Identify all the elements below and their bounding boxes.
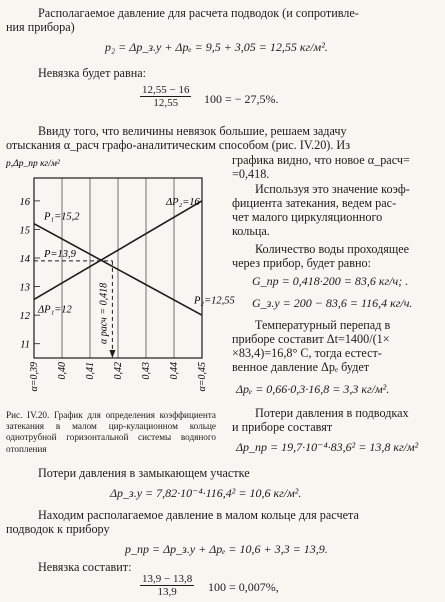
y-tick-label-1: 12 [19, 311, 30, 323]
find-line-1: Находим располагаемое давление в малом кольце для расчета [38, 508, 359, 522]
y-tick-label-5: 16 [19, 196, 30, 208]
equation-dp-zu: Δp_з.у = 7,82·10⁻⁴·116,4² = 10,6 кг/м². [110, 486, 302, 500]
right-line-1: графика видно, что новое α_расч= [232, 153, 410, 167]
right-line-11: Температурный перепад в [255, 318, 391, 332]
y-tick-label-3: 14 [19, 254, 30, 265]
equation-dpe: Δpₑ = 0,66·0,3·16,8 = 3,3 кг/м². [236, 382, 390, 396]
equation-g-pr: G_пр = 0,418·200 = 83,6 кг/ч; . [252, 274, 409, 288]
nevyazka2-label: Невязка составит: [38, 560, 132, 574]
y-tick-label-0: 11 [20, 339, 30, 351]
right-line-6: кольца. [232, 224, 270, 238]
right-line-8: через прибор, будет равно: [232, 256, 371, 270]
equation-dp-pr: Δp_пр = 19,7·10⁻⁴·83,6² = 13,8 кг/м² [236, 440, 419, 454]
intro-line-1: Располагаемое давление для расчета подводок (и сопротивле- [38, 6, 359, 20]
chart-label-3: ΔP₂=16 [166, 196, 200, 208]
x-tick-label-2: 0,41 [85, 362, 96, 380]
equation-g-zu: G_з.у = 200 − 83,6 = 116,4 кг/ч. [252, 296, 413, 310]
fraction-1-numerator: 12,55 − 16 [142, 84, 190, 96]
right-line-4: фициента затекания, ведем рас- [232, 196, 397, 210]
x-tick-label-0: α=0,39 [29, 362, 40, 392]
right-line-16: Потери давления в подводках [255, 406, 409, 420]
x-tick-label-6: α=0,45 [197, 362, 208, 392]
fraction-2-numerator: 13,9 − 13,8 [142, 573, 193, 585]
equation-p-pr: p_пр = Δp_з.у + Δpₑ = 10,6 + 3,3 = 13,9. [125, 542, 328, 556]
y-tick-label-2: 13 [19, 282, 30, 294]
right-line-2: =0,418. [232, 167, 270, 181]
chart-label-2: ΔP₁=12 [38, 304, 72, 316]
x-tick-label-1: 0,40 [57, 362, 68, 380]
fraction-1 [140, 84, 191, 109]
right-line-14: венное давление Δpₑ будет [232, 360, 370, 374]
right-line-12: приборе составит Δt=1400/(1× [232, 332, 390, 346]
loss-label: Потери давления в замыкающем участке [38, 466, 250, 480]
marker-label: α расч = 0,418 [98, 282, 110, 344]
y-axis-label: p,Δp_пр кг/м² [6, 159, 60, 169]
right-line-7: Количество воды проходящее [255, 242, 410, 256]
right-line-3: Используя это значение коэф- [255, 182, 410, 196]
fraction-2-denominator: 13,9 [157, 586, 177, 598]
chart-label-0: P₁=15,2 [44, 211, 80, 223]
y-tick-label-4: 15 [19, 225, 30, 237]
fraction-2-result: 100 = 0,007%, [208, 580, 279, 594]
figure-caption: Рис. IV.20. График для определения коэффициента затекания в малом цир-кулационном кольце однотрубной горизонтальной системы водяного отопления [6, 410, 216, 454]
nevyazka-label: Невязка будет равна: [38, 66, 147, 80]
equation-p2: p₂ = Δp_з.у + Δpₑ = 9,5 + 3,05 = 12,55 кг/м². [105, 40, 328, 54]
right-line-5: чет малого циркуляционного [232, 210, 383, 224]
para2-line-2: отыскания α_расч графо-аналитическим способом (рис. IV.20). Из [6, 138, 351, 152]
fraction-1-result: 100 = − 27,5%. [204, 92, 279, 106]
marker-arrow [109, 350, 115, 358]
x-tick-label-4: 0,43 [141, 362, 152, 380]
x-tick-label-5: 0,44 [169, 362, 180, 380]
fraction-1-denominator: 12,55 [153, 97, 179, 109]
intro-line-2: ния прибора) [6, 20, 75, 34]
right-line-17: и приборе составят [232, 420, 333, 434]
find-line-2: подводок к прибору [6, 522, 110, 536]
para2-line-1: Ввиду того, что величины невязок большие, решаем задачу [38, 124, 347, 138]
chart-label-4: P₂=12,55 [194, 295, 235, 307]
coefficient-chart [4, 150, 235, 408]
right-line-13: ×83,4)=16,8° С, тогда естест- [232, 346, 382, 360]
chart-label-1: P=13,9 [44, 248, 76, 260]
x-tick-label-3: 0,42 [113, 362, 124, 380]
fraction-2 [140, 573, 194, 598]
